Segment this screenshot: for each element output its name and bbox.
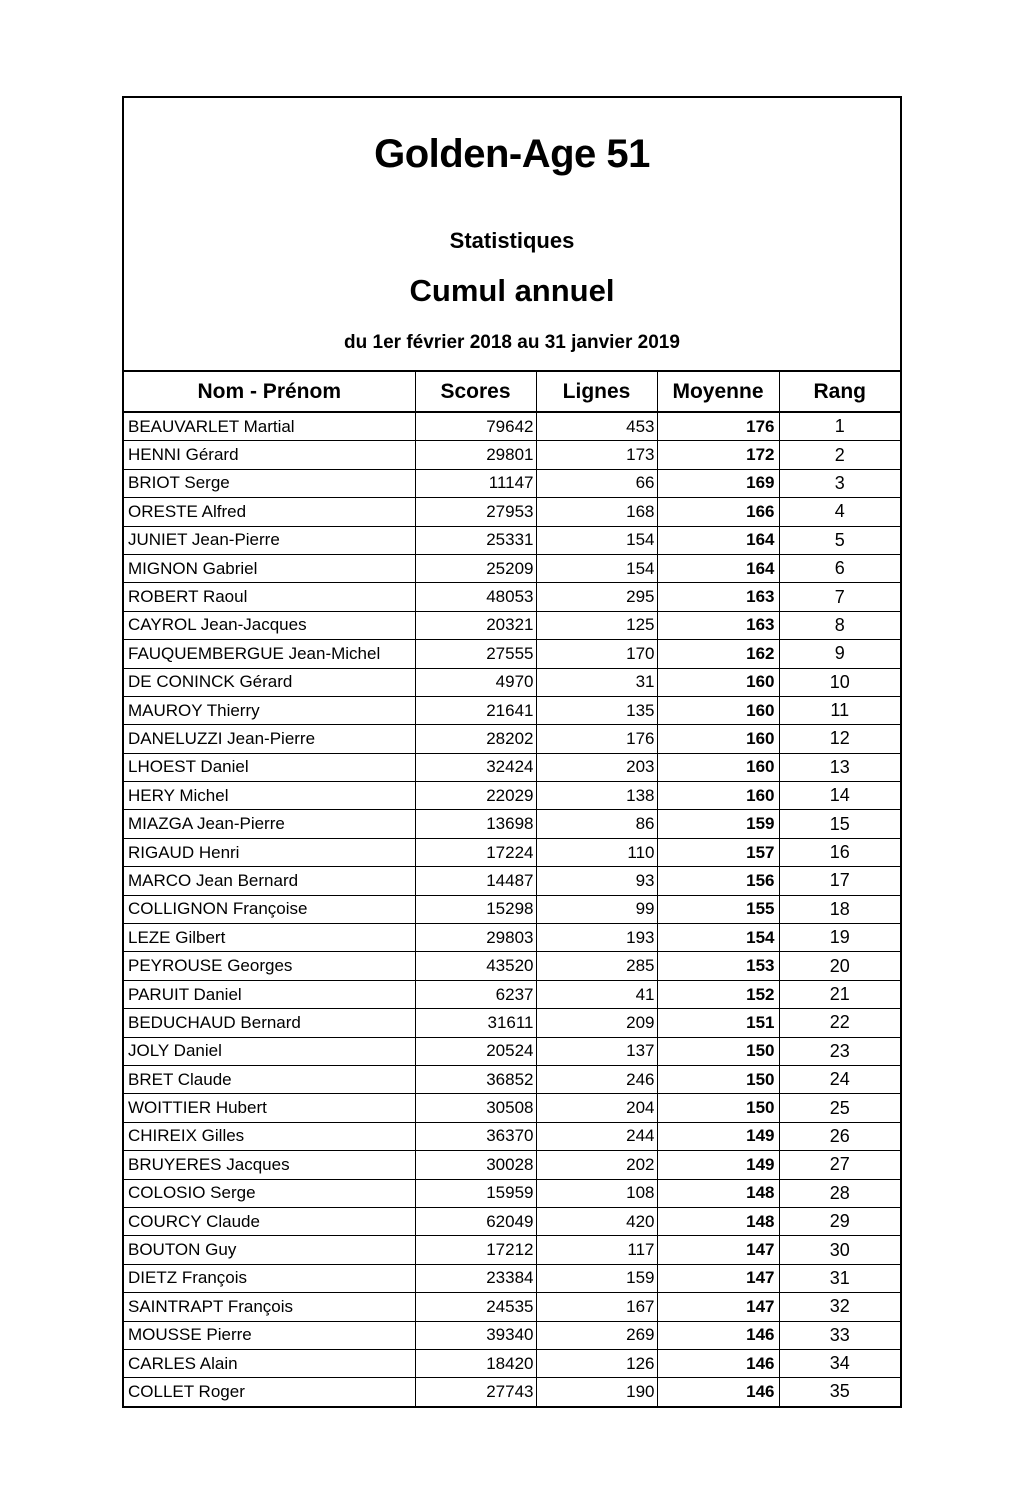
scores-cell: 30028: [415, 1151, 536, 1179]
table-row: [124, 1349, 900, 1377]
rang-cell: 16: [779, 838, 900, 866]
scores-cell: 79642: [415, 412, 536, 441]
player-name-cell: DE CONINCK Gérard: [124, 668, 415, 696]
player-name-cell: JUNIET Jean-Pierre: [124, 526, 415, 554]
column-header-scores: Scores: [415, 372, 536, 412]
moyenne-cell: 147: [657, 1236, 779, 1264]
moyenne-cell: 169: [657, 469, 779, 497]
lignes-cell: 295: [536, 583, 657, 611]
rankings-table: [124, 372, 900, 1406]
rang-cell: 29: [779, 1207, 900, 1235]
scores-cell: 4970: [415, 668, 536, 696]
table-row: [124, 725, 900, 753]
table-header-row: [124, 372, 900, 412]
player-name-cell: BRIOT Serge: [124, 469, 415, 497]
subtitle: Statistiques: [449, 228, 575, 253]
lignes-cell: 99: [536, 895, 657, 923]
rang-cell: 23: [779, 1037, 900, 1065]
moyenne-cell: 157: [657, 838, 779, 866]
player-name-cell: COLLET Roger: [124, 1378, 415, 1406]
player-name-cell: BEAUVARLET Martial: [124, 412, 415, 441]
scores-cell: 62049: [415, 1207, 536, 1235]
player-name-cell: BOUTON Guy: [124, 1236, 415, 1264]
table-row: [124, 1151, 900, 1179]
player-name-cell: CHIREIX Gilles: [124, 1122, 415, 1150]
lignes-cell: 190: [536, 1378, 657, 1406]
moyenne-cell: 150: [657, 1065, 779, 1093]
table-row: [124, 441, 900, 469]
lignes-cell: 269: [536, 1321, 657, 1349]
lignes-cell: 154: [536, 554, 657, 582]
moyenne-cell: 160: [657, 725, 779, 753]
moyenne-cell: 156: [657, 867, 779, 895]
rang-cell: 21: [779, 980, 900, 1008]
table-row: [124, 952, 900, 980]
lignes-cell: 137: [536, 1037, 657, 1065]
rang-cell: 26: [779, 1122, 900, 1150]
moyenne-cell: 163: [657, 611, 779, 639]
rang-cell: 5: [779, 526, 900, 554]
rang-cell: 13: [779, 753, 900, 781]
player-name-cell: MARCO Jean Bernard: [124, 867, 415, 895]
rang-cell: 1: [779, 412, 900, 441]
scores-cell: 18420: [415, 1349, 536, 1377]
player-name-cell: LHOEST Daniel: [124, 753, 415, 781]
scores-cell: 27555: [415, 640, 536, 668]
statistics-sheet: [122, 96, 902, 1408]
lignes-cell: 86: [536, 810, 657, 838]
table-row: [124, 753, 900, 781]
player-name-cell: HERY Michel: [124, 782, 415, 810]
player-name-cell: SAINTRAPT François: [124, 1293, 415, 1321]
club-title: Golden-Age 51: [374, 132, 650, 176]
player-name-cell: ORESTE Alfred: [124, 498, 415, 526]
table-row: [124, 838, 900, 866]
player-name-cell: LEZE Gilbert: [124, 924, 415, 952]
moyenne-cell: 149: [657, 1122, 779, 1150]
player-name-cell: WOITTIER Hubert: [124, 1094, 415, 1122]
rang-cell: 30: [779, 1236, 900, 1264]
moyenne-cell: 160: [657, 753, 779, 781]
scores-cell: 22029: [415, 782, 536, 810]
rang-cell: 31: [779, 1264, 900, 1292]
scores-cell: 13698: [415, 810, 536, 838]
scores-cell: 25209: [415, 554, 536, 582]
rang-cell: 9: [779, 640, 900, 668]
moyenne-cell: 148: [657, 1207, 779, 1235]
report-heading: Cumul annuel: [409, 273, 615, 308]
table-row: [124, 554, 900, 582]
column-header-rang: Rang: [779, 372, 900, 412]
column-header-name: Nom - Prénom: [124, 372, 415, 412]
scores-cell: 21641: [415, 696, 536, 724]
moyenne-cell: 162: [657, 640, 779, 668]
player-name-cell: FAUQUEMBERGUE Jean-Michel: [124, 640, 415, 668]
scores-cell: 23384: [415, 1264, 536, 1292]
column-header-lignes: Lignes: [536, 372, 657, 412]
sheet-header: [124, 98, 900, 372]
rang-cell: 17: [779, 867, 900, 895]
table-row: [124, 1378, 900, 1406]
scores-cell: 29801: [415, 441, 536, 469]
rang-cell: 3: [779, 469, 900, 497]
moyenne-cell: 164: [657, 554, 779, 582]
moyenne-cell: 149: [657, 1151, 779, 1179]
table-row: [124, 583, 900, 611]
table-row: [124, 1264, 900, 1292]
moyenne-cell: 147: [657, 1264, 779, 1292]
table-row: [124, 1037, 900, 1065]
moyenne-cell: 160: [657, 668, 779, 696]
player-name-cell: PEYROUSE Georges: [124, 952, 415, 980]
player-name-cell: RIGAUD Henri: [124, 838, 415, 866]
scores-cell: 30508: [415, 1094, 536, 1122]
moyenne-cell: 150: [657, 1037, 779, 1065]
rang-cell: 10: [779, 668, 900, 696]
table-row: [124, 1122, 900, 1150]
lignes-cell: 170: [536, 640, 657, 668]
lignes-cell: 126: [536, 1349, 657, 1377]
scores-cell: 29803: [415, 924, 536, 952]
rang-cell: 24: [779, 1065, 900, 1093]
rang-cell: 20: [779, 952, 900, 980]
lignes-cell: 135: [536, 696, 657, 724]
lignes-cell: 41: [536, 980, 657, 1008]
lignes-cell: 93: [536, 867, 657, 895]
scores-cell: 15298: [415, 895, 536, 923]
lignes-cell: 420: [536, 1207, 657, 1235]
player-name-cell: DIETZ François: [124, 1264, 415, 1292]
scores-cell: 36852: [415, 1065, 536, 1093]
table-row: [124, 412, 900, 441]
lignes-cell: 204: [536, 1094, 657, 1122]
lignes-cell: 168: [536, 498, 657, 526]
table-row: [124, 782, 900, 810]
rang-cell: 18: [779, 895, 900, 923]
table-row: [124, 1236, 900, 1264]
rang-cell: 14: [779, 782, 900, 810]
table-row: [124, 668, 900, 696]
player-name-cell: CAYROL Jean-Jacques: [124, 611, 415, 639]
player-name-cell: MIAZGA Jean-Pierre: [124, 810, 415, 838]
rang-cell: 2: [779, 441, 900, 469]
scores-cell: 20321: [415, 611, 536, 639]
lignes-cell: 108: [536, 1179, 657, 1207]
player-name-cell: BRUYERES Jacques: [124, 1151, 415, 1179]
lignes-cell: 173: [536, 441, 657, 469]
scores-cell: 17224: [415, 838, 536, 866]
scores-cell: 25331: [415, 526, 536, 554]
player-name-cell: COLOSIO Serge: [124, 1179, 415, 1207]
table-row: [124, 498, 900, 526]
rang-cell: 19: [779, 924, 900, 952]
lignes-cell: 203: [536, 753, 657, 781]
moyenne-cell: 160: [657, 696, 779, 724]
moyenne-cell: 146: [657, 1349, 779, 1377]
player-name-cell: COLLIGNON Françoise: [124, 895, 415, 923]
table-row: [124, 810, 900, 838]
scores-cell: 36370: [415, 1122, 536, 1150]
scores-cell: 31611: [415, 1009, 536, 1037]
lignes-cell: 31: [536, 668, 657, 696]
player-name-cell: MAUROY Thierry: [124, 696, 415, 724]
lignes-cell: 193: [536, 924, 657, 952]
lignes-cell: 176: [536, 725, 657, 753]
column-header-moyenne: Moyenne: [657, 372, 779, 412]
scores-cell: 39340: [415, 1321, 536, 1349]
player-name-cell: JOLY Daniel: [124, 1037, 415, 1065]
moyenne-cell: 172: [657, 441, 779, 469]
table-row: [124, 526, 900, 554]
scores-cell: 28202: [415, 725, 536, 753]
table-row: [124, 980, 900, 1008]
lignes-cell: 244: [536, 1122, 657, 1150]
lignes-cell: 125: [536, 611, 657, 639]
moyenne-cell: 147: [657, 1293, 779, 1321]
moyenne-cell: 152: [657, 980, 779, 1008]
table-row: [124, 1293, 900, 1321]
moyenne-cell: 163: [657, 583, 779, 611]
scores-cell: 17212: [415, 1236, 536, 1264]
scores-cell: 6237: [415, 980, 536, 1008]
moyenne-cell: 146: [657, 1321, 779, 1349]
table-body: [124, 412, 900, 1406]
rang-cell: 4: [779, 498, 900, 526]
lignes-cell: 285: [536, 952, 657, 980]
table-row: [124, 469, 900, 497]
player-name-cell: ROBERT Raoul: [124, 583, 415, 611]
lignes-cell: 246: [536, 1065, 657, 1093]
table-row: [124, 1321, 900, 1349]
table-row: [124, 867, 900, 895]
rang-cell: 27: [779, 1151, 900, 1179]
moyenne-cell: 148: [657, 1179, 779, 1207]
moyenne-cell: 151: [657, 1009, 779, 1037]
rang-cell: 15: [779, 810, 900, 838]
player-name-cell: BRET Claude: [124, 1065, 415, 1093]
scores-cell: 14487: [415, 867, 536, 895]
scores-cell: 20524: [415, 1037, 536, 1065]
rang-cell: 12: [779, 725, 900, 753]
lignes-cell: 138: [536, 782, 657, 810]
rang-cell: 33: [779, 1321, 900, 1349]
table-row: [124, 924, 900, 952]
table-row: [124, 640, 900, 668]
lignes-cell: 453: [536, 412, 657, 441]
moyenne-cell: 160: [657, 782, 779, 810]
moyenne-cell: 153: [657, 952, 779, 980]
scores-cell: 48053: [415, 583, 536, 611]
rang-cell: 7: [779, 583, 900, 611]
table-row: [124, 696, 900, 724]
moyenne-cell: 150: [657, 1094, 779, 1122]
rang-cell: 25: [779, 1094, 900, 1122]
table-row: [124, 611, 900, 639]
period-range: du 1er février 2018 au 31 janvier 2019: [344, 332, 680, 353]
moyenne-cell: 154: [657, 924, 779, 952]
table-row: [124, 1179, 900, 1207]
scores-cell: 27953: [415, 498, 536, 526]
lignes-cell: 110: [536, 838, 657, 866]
scores-cell: 11147: [415, 469, 536, 497]
rang-cell: 34: [779, 1349, 900, 1377]
player-name-cell: BEDUCHAUD Bernard: [124, 1009, 415, 1037]
table-row: [124, 1009, 900, 1037]
lignes-cell: 154: [536, 526, 657, 554]
rang-cell: 22: [779, 1009, 900, 1037]
scores-cell: 32424: [415, 753, 536, 781]
player-name-cell: COURCY Claude: [124, 1207, 415, 1235]
moyenne-cell: 155: [657, 895, 779, 923]
moyenne-cell: 146: [657, 1378, 779, 1406]
moyenne-cell: 164: [657, 526, 779, 554]
scores-cell: 24535: [415, 1293, 536, 1321]
moyenne-cell: 166: [657, 498, 779, 526]
table-row: [124, 1094, 900, 1122]
table-row: [124, 895, 900, 923]
moyenne-cell: 176: [657, 412, 779, 441]
lignes-cell: 117: [536, 1236, 657, 1264]
player-name-cell: PARUIT Daniel: [124, 980, 415, 1008]
player-name-cell: CARLES Alain: [124, 1349, 415, 1377]
scores-cell: 15959: [415, 1179, 536, 1207]
player-name-cell: MOUSSE Pierre: [124, 1321, 415, 1349]
rang-cell: 11: [779, 696, 900, 724]
rang-cell: 8: [779, 611, 900, 639]
rang-cell: 32: [779, 1293, 900, 1321]
table-row: [124, 1065, 900, 1093]
scores-cell: 43520: [415, 952, 536, 980]
lignes-cell: 167: [536, 1293, 657, 1321]
player-name-cell: DANELUZZI Jean-Pierre: [124, 725, 415, 753]
lignes-cell: 66: [536, 469, 657, 497]
scores-cell: 27743: [415, 1378, 536, 1406]
player-name-cell: HENNI Gérard: [124, 441, 415, 469]
rang-cell: 28: [779, 1179, 900, 1207]
lignes-cell: 159: [536, 1264, 657, 1292]
lignes-cell: 209: [536, 1009, 657, 1037]
rang-cell: 35: [779, 1378, 900, 1406]
player-name-cell: MIGNON Gabriel: [124, 554, 415, 582]
rang-cell: 6: [779, 554, 900, 582]
moyenne-cell: 159: [657, 810, 779, 838]
lignes-cell: 202: [536, 1151, 657, 1179]
table-row: [124, 1207, 900, 1235]
